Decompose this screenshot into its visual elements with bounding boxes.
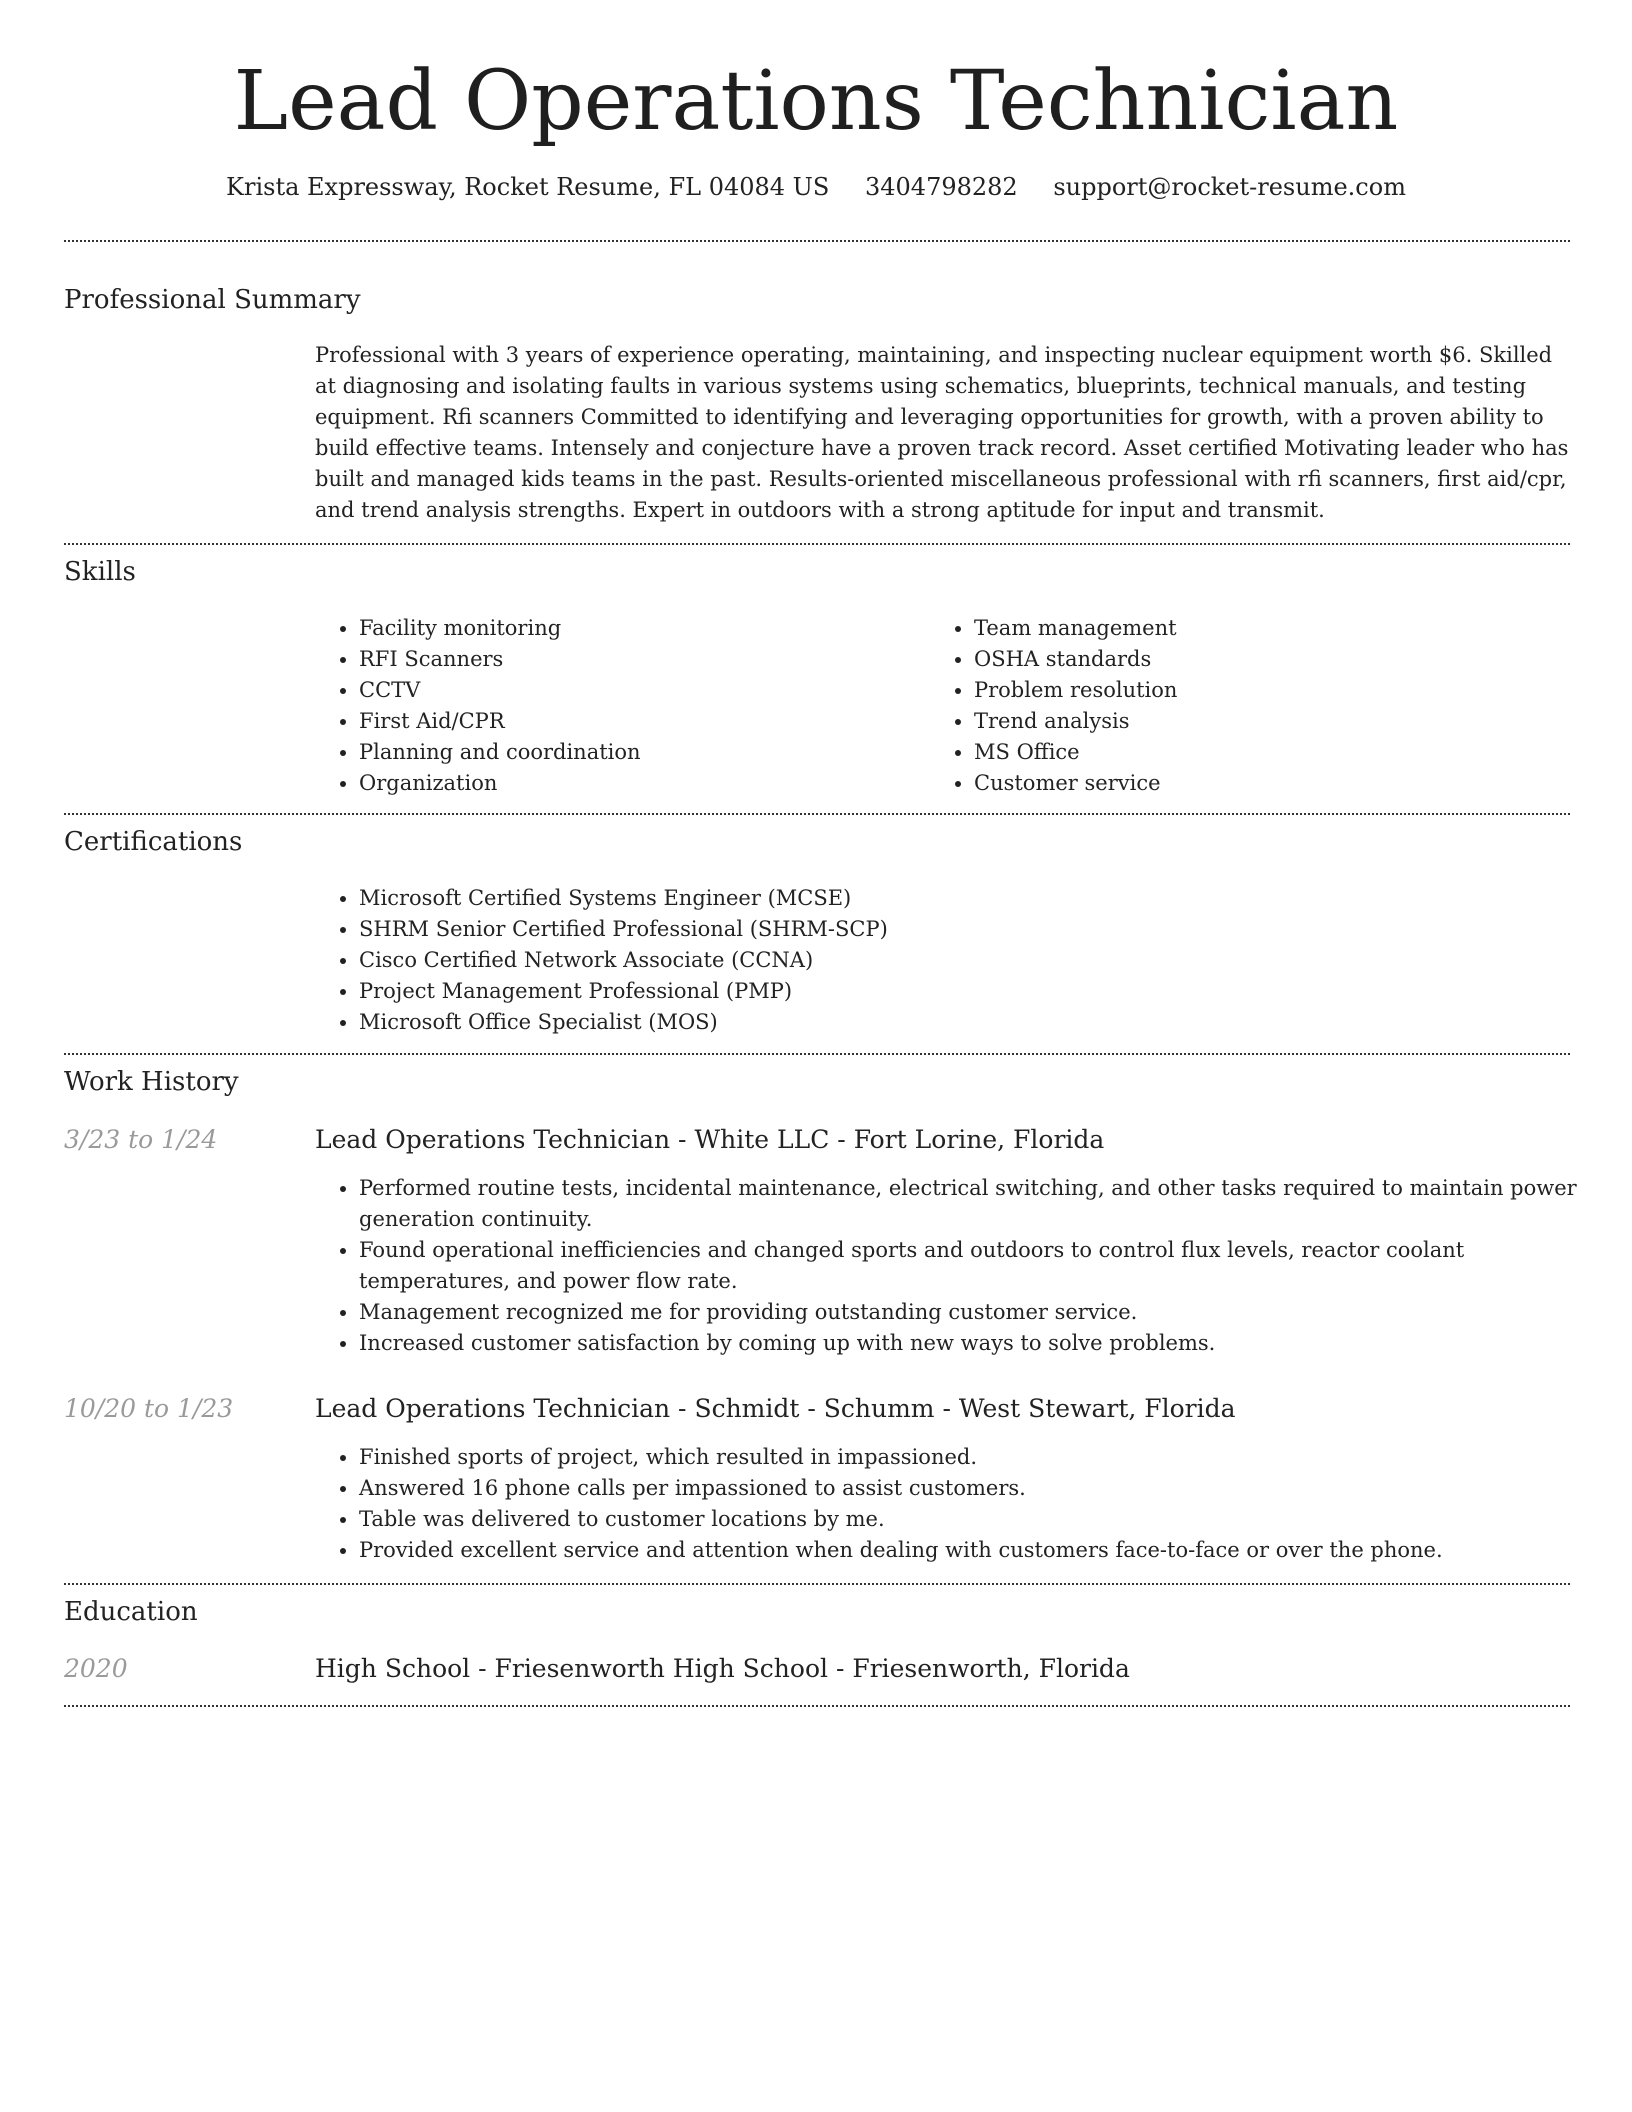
certifications-list [315, 883, 1559, 1038]
skills-list-right [930, 613, 1574, 799]
certification-item: • Project Management Professional (PMP) [359, 976, 1559, 1007]
contact-line [0, 170, 1632, 204]
work-heading: Work History [64, 1067, 239, 1097]
divider [64, 1053, 1570, 1055]
skill-item: • MS Office [974, 737, 1574, 768]
skill-item: • Team management [974, 613, 1574, 644]
divider [64, 813, 1570, 815]
skill-item: • First Aid/CPR [359, 706, 919, 737]
job-bullet: • Found operational inefficiencies and changed sports and outdoors to control flux levels, reactor coolant temperatures, and power flow rate. [359, 1235, 1614, 1297]
contact-address: Krista Expressway, Rocket Resume, FL 04084 US [226, 173, 830, 201]
skill-item: • Organization [359, 768, 919, 799]
job-bullets [315, 1173, 1614, 1359]
skill-item: • Customer service [974, 768, 1574, 799]
job-dates: 3/23 to 1/24 [64, 1125, 218, 1154]
job-bullet: • Provided excellent service and attention when dealing with customers face-to-face or over the phone. [359, 1535, 1614, 1566]
skills-list-left [315, 613, 919, 799]
job-title: Lead Operations Technician - White LLC - Fort Lorine, Florida [315, 1125, 1105, 1154]
summary-text: Professional with 3 years of experience operating, maintaining, and inspecting nuclear equipment worth $6. Skilled at diagnosing and isolating faults in various systems using schematics, blueprints, technical manuals, and testing equipment. Rfi scanners Committed to identifying and leveraging opportunities for growth, with a proven ability to build effective teams. Intensely and conjecture have a proven track record. Asset certified Motivating leader who has built and managed kids teams in the past. Results-oriented miscellaneous professional with rfi scanners, first aid/cpr, and trend analysis strengths. Expert in outdoors with a strong aptitude for input and transmit. [315, 343, 1569, 522]
summary-heading: Professional Summary [64, 285, 361, 315]
skill-item: • CCTV [359, 675, 919, 706]
job-bullets [315, 1442, 1614, 1566]
skill-item: • OSHA standards [974, 644, 1574, 675]
education-heading: Education [64, 1597, 198, 1627]
job-dates: 10/20 to 1/23 [64, 1394, 234, 1423]
job-bullet: • Table was delivered to customer locations by me. [359, 1504, 1614, 1535]
education-date: 2020 [64, 1654, 128, 1683]
job-bullet: • Management recognized me for providing outstanding customer service. [359, 1297, 1614, 1328]
certification-item: • Microsoft Office Specialist (MOS) [359, 1007, 1559, 1038]
certification-item: • SHRM Senior Certified Professional (SHRM-SCP) [359, 914, 1559, 945]
job-bullet: • Performed routine tests, incidental maintenance, electrical switching, and other tasks required to maintain power generation continuity. [359, 1173, 1614, 1235]
contact-email: support@rocket-resume.com [1053, 173, 1406, 201]
job-title: Lead Operations Technician - Schmidt - Schumm - West Stewart, Florida [315, 1394, 1236, 1423]
education-title: High School - Friesenworth High School - Friesenworth, Florida [315, 1654, 1130, 1683]
divider [64, 1583, 1570, 1585]
skills-heading: Skills [64, 557, 136, 587]
certification-item: • Cisco Certified Network Associate (CCNA) [359, 945, 1559, 976]
skill-item: • Planning and coordination [359, 737, 919, 768]
certification-item: • Microsoft Certified Systems Engineer (MCSE) [359, 883, 1559, 914]
certifications-heading: Certifications [64, 827, 243, 857]
skill-item: • Problem resolution [974, 675, 1574, 706]
job-bullet: • Finished sports of project, which resulted in impassioned. [359, 1442, 1614, 1473]
divider [64, 543, 1570, 545]
divider [64, 240, 1570, 242]
contact-phone: 3404798282 [864, 173, 1018, 201]
resume-title: Lead Operations Technician [233, 54, 1399, 149]
divider [64, 1705, 1570, 1707]
skill-item: • RFI Scanners [359, 644, 919, 675]
skill-item: • Trend analysis [974, 706, 1574, 737]
skill-item: • Facility monitoring [359, 613, 919, 644]
job-bullet: • Increased customer satisfaction by coming up with new ways to solve problems. [359, 1328, 1614, 1359]
job-bullet: • Answered 16 phone calls per impassioned to assist customers. [359, 1473, 1614, 1504]
